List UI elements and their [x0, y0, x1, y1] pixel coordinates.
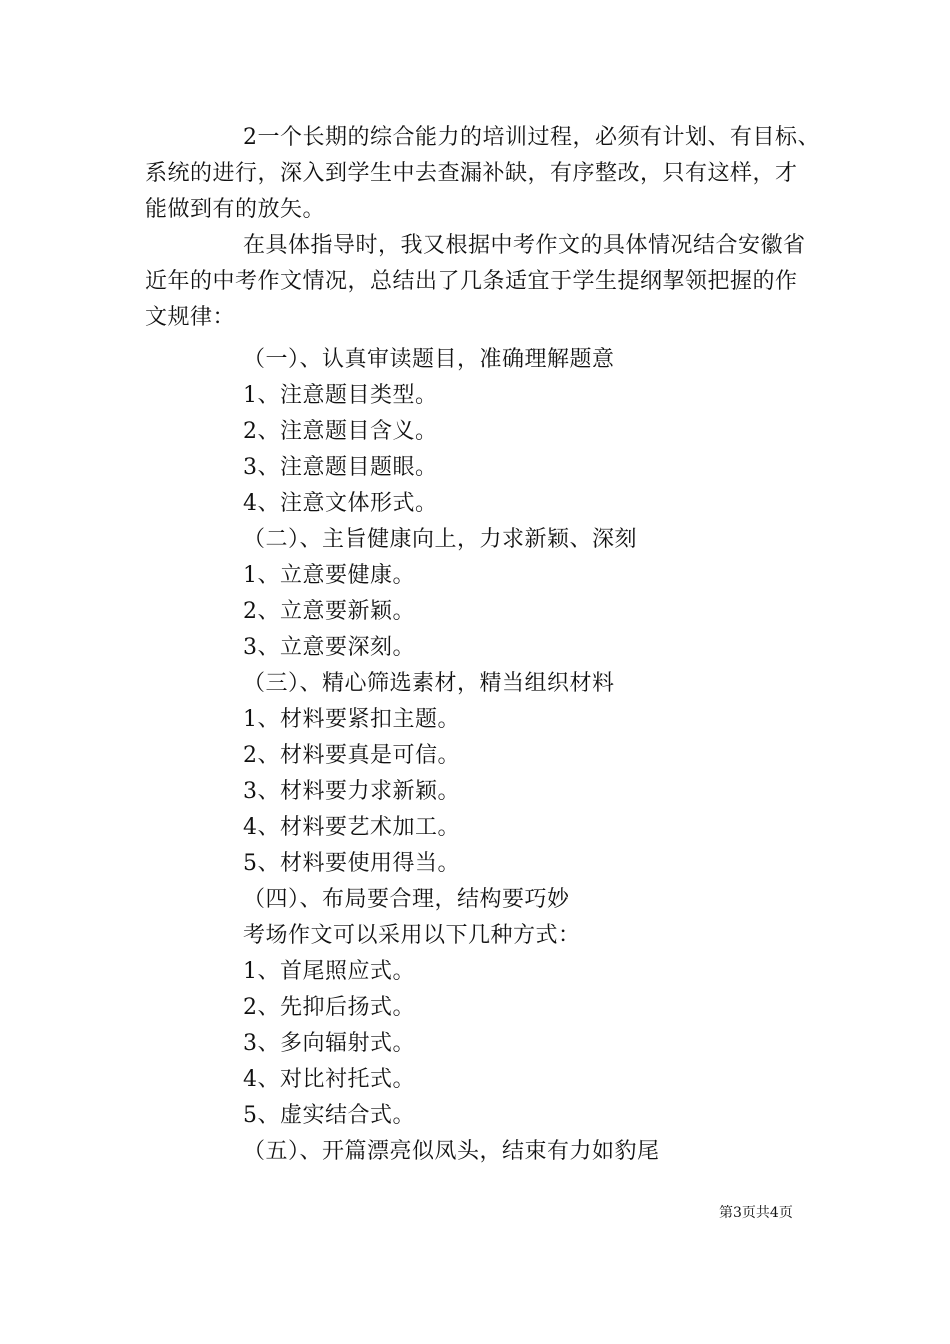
- list-item: 2、注意题目含义。: [243, 419, 438, 444]
- section-heading-3: （三）、精心筛选素材，精当组织材料: [243, 671, 615, 696]
- intro-line-2: 系统的进行，深入到学生中去查漏补缺，有序整改，只有这样，才: [145, 161, 798, 186]
- section-heading-4: （四）、布局要合理，结构要巧妙: [243, 887, 570, 912]
- list-item: 1、首尾照应式。: [243, 959, 415, 984]
- guidance-line-1: 在具体指导时，我又根据中考作文的具体情况结合安徽省: [243, 233, 806, 258]
- section-heading-2: （二）、主旨健康向上，力求新颖、深刻: [243, 527, 638, 552]
- list-item: 3、立意要深刻。: [243, 635, 415, 660]
- intro-line-3: 能做到有的放矢。: [145, 197, 326, 222]
- list-item: 3、材料要力求新颖。: [243, 779, 460, 804]
- list-item: 4、对比衬托式。: [243, 1067, 415, 1092]
- guidance-line-3: 文规律：: [145, 305, 236, 330]
- list-item: 2、先抑后扬式。: [243, 995, 415, 1020]
- page-number-footer: 第3页共4页: [719, 1205, 793, 1221]
- list-item: 4、材料要艺术加工。: [243, 815, 460, 840]
- list-intro: 考场作文可以采用以下几种方式：: [243, 923, 581, 948]
- intro-line-1: 2一个长期的综合能力的培训过程，必须有计划、有目标、: [243, 125, 820, 150]
- list-item: 2、立意要新颖。: [243, 599, 415, 624]
- section-heading-5: （五）、开篇漂亮似凤头，结束有力如豹尾: [243, 1139, 660, 1164]
- list-item: 5、虚实结合式。: [243, 1103, 415, 1128]
- list-item: 2、材料要真是可信。: [243, 743, 460, 768]
- list-item: 4、注意文体形式。: [243, 491, 438, 516]
- list-item: 1、立意要健康。: [243, 563, 415, 588]
- list-item: 3、注意题目题眼。: [243, 455, 438, 480]
- list-item: 1、材料要紧扣主题。: [243, 707, 460, 732]
- list-item: 5、材料要使用得当。: [243, 851, 460, 876]
- list-item: 3、多向辐射式。: [243, 1031, 415, 1056]
- section-heading-1: （一）、认真审读题目，准确理解题意: [243, 347, 615, 372]
- guidance-line-2: 近年的中考作文情况，总结出了几条适宜于学生提纲挈领把握的作: [145, 269, 798, 294]
- list-item: 1、注意题目类型。: [243, 383, 438, 408]
